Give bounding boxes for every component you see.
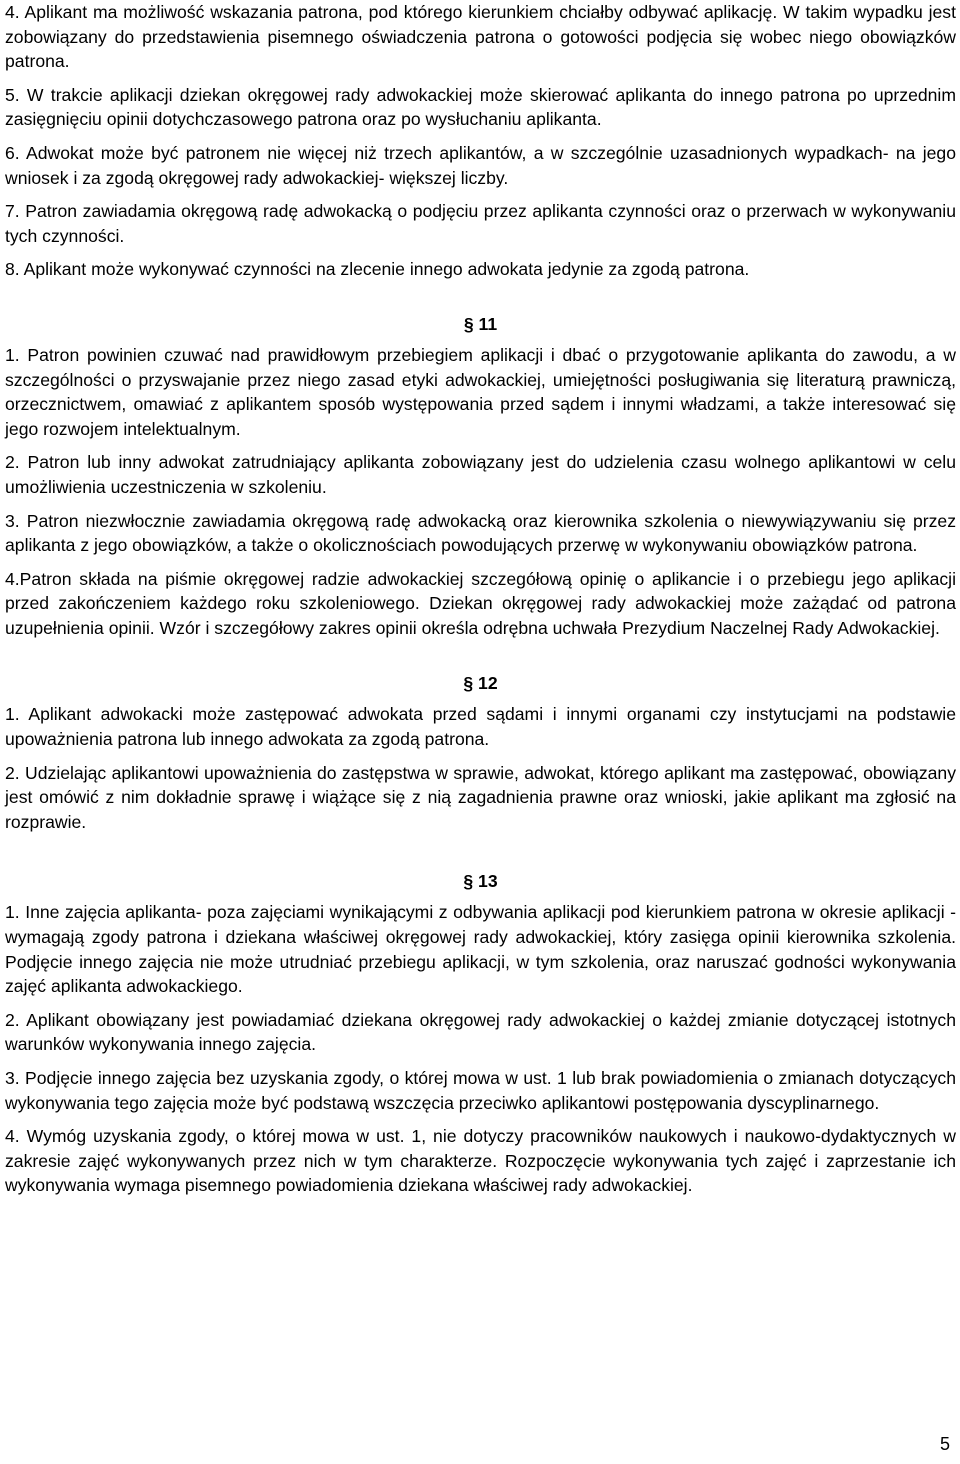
section-12-paragraph-2: 2. Udzielając aplikantowi upoważnienia do zastępstwa w sprawie, adwokat, którego aplikant ma zastępować, obowiązany jest omówić z nim dokładnie sprawę i wiążące się z nią zagadnienia prawne oraz wnioski, jakie aplikant ma zgłosić na rozprawie. — [5, 762, 956, 832]
continued-section — [5, 0, 956, 282]
section-11 — [5, 314, 956, 641]
paragraph-6: 6. Adwokat może być patronem nie więcej niż trzech aplikantów, a w szczególnie uzasadnionych wypadkach- na jego wniosek i za zgodą okręgowej rady adwokackiej- większej liczby. — [5, 142, 956, 188]
section-symbol: § — [463, 871, 474, 892]
section-13-paragraph-1: 1. Inne zajęcia aplikanta- poza zajęciami wynikającymi z odbywania aplikacji pod kierunkiem patrona w okresie aplikacji - wymagają zgody patrona i dziekana właściwej okręgowej rady adwokackiej, który zasięga opinii kierownika szkolenia. Podjęcie innego zajęcia nie może utrudniać przebiegu aplikacji, w tym szkolenia, oraz naruszać godności wykonywania zajęć aplikanta adwokackiego. — [5, 902, 956, 997]
section-symbol: § — [463, 673, 474, 694]
section-number: 13 — [478, 871, 498, 892]
section-13-paragraph-3: 3. Podjęcie innego zajęcia bez uzyskania zgody, o której mowa w ust. 1 lub brak powiadomienia o zmianach dotyczących wykonywania tego zajęcia może być podstawą wszczęcia przeciwko aplikantowi postępowania dyscyplinarnego. — [5, 1068, 956, 1113]
section-heading-13 — [5, 871, 956, 892]
paragraph-5: 5. W trakcie aplikacji dziekan okręgowej rady adwokackiej może skierować aplikanta do innego patrona po uprzednim zasięgnięciu opinii dotychczasowego patrona oraz po wysłuchaniu aplikanta. — [5, 84, 956, 130]
document-body — [5, 0, 956, 1198]
section-12-paragraph-1: 1. Aplikant adwokacki może zastępować adwokata przed sądami i innymi organami czy instytucjami na podstawie upoważnienia patrona lub innego adwokata za zgodą patrona. — [5, 704, 956, 750]
section-number: 12 — [478, 673, 498, 694]
section-12 — [5, 673, 956, 834]
section-heading-11 — [5, 314, 956, 335]
section-11-paragraph-3: 3. Patron niezwłocznie zawiadamia okręgową radę adwokacką oraz kierownika szkolenia o niewywiązywaniu się przez aplikanta z jego obowiązków, a także o okolicznościach powodujących przerwę w wykonywaniu obowiązków patrona. — [5, 510, 956, 556]
paragraph-7: 7. Patron zawiadamia okręgową radę adwokacką o podjęciu przez aplikanta czynności oraz o przerwach w wykonywaniu tych czynności. — [5, 201, 956, 246]
page-number: 5 — [939, 1434, 950, 1454]
section-13 — [5, 871, 956, 1198]
section-symbol: § — [463, 313, 474, 334]
section-13-paragraph-2: 2. Aplikant obowiązany jest powiadamiać dziekana okręgowej rady adwokackiej o każdej zmianie dotyczącej istotnych warunków wykonywania innego zajęcia. — [5, 1009, 956, 1055]
section-11-paragraph-1: 1. Patron powinien czuwać nad prawidłowym przebiegiem aplikacji i dbać o przygotowanie aplikanta do zawodu, a w szczególności o przyswajanie przez niego zasad etyki adwokackiej, umiejętności posługiwania się literaturą prawniczą, orzecznictwem, omawiać z aplikantem sposób występowania przed sądem i innymi władzami, a także interesować się jego rozwojem intelektualnym. — [5, 344, 956, 439]
section-heading-12 — [5, 673, 956, 694]
section-11-paragraph-4: 4.Patron składa na piśmie okręgowej radzie adwokackiej szczegółową opinię o aplikancie i o przebiegu jego aplikacji przed zakończeniem każdego roku szkoleniowego. Dziekan okręgowej rady adwokackiej może zażądać od patrona uzupełnienia opinii. Wzór i szczegółowy zakres opinii określa odrębna uchwała Prezydium Naczelnej Rady Adwokackiej. — [5, 568, 956, 638]
section-13-paragraph-4: 4. Wymóg uzyskania zgody, o której mowa w ust. 1, nie dotyczy pracowników naukowych i naukowo-dydaktycznych w zakresie zajęć wykonywanych przez nich w tym charakterze. Rozpoczęcie wykonywania tych zajęć i zaprzestanie ich wykonywania wymaga pisemnego powiadomienia dziekana właściwej rady adwokackiej. — [5, 1126, 956, 1196]
section-11-paragraph-2: 2. Patron lub inny adwokat zatrudniający aplikanta zobowiązany jest do udzielenia czasu wolnego aplikantowi w celu umożliwienia uczestniczenia w szkoleniu. — [5, 452, 956, 497]
paragraph-4: 4. Aplikant ma możliwość wskazania patrona, pod którego kierunkiem chciałby odbywać aplikację. W takim wypadku jest zobowiązany do przedstawienia pisemnego oświadczenia patrona o gotowości podjęcia się wobec niego obowiązków patrona. — [5, 2, 956, 72]
section-number: 11 — [478, 313, 498, 334]
paragraph-8: 8. Aplikant może wykonywać czynności na zlecenie innego adwokata jedynie za zgodą patrona. — [5, 259, 750, 280]
